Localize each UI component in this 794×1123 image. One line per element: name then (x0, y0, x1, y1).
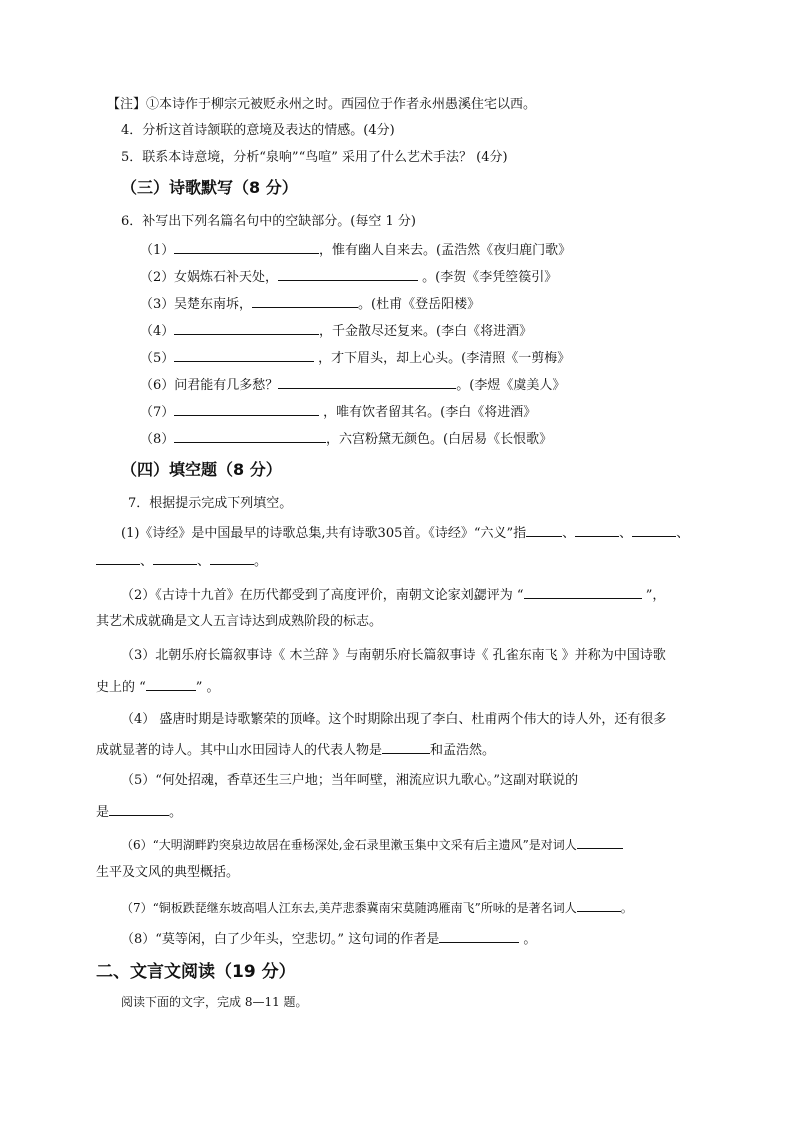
poem-item-2 (140, 267, 557, 287)
note-text: 【注】①本诗作于柳宗元被贬永州之时。西园位于作者永州愚溪住宅以西。 (107, 97, 537, 112)
item-text: ，千金散尽还复来。(李白《将进酒》 (319, 324, 533, 339)
answer-blank[interactable] (278, 267, 418, 281)
fill-1-line-b (96, 551, 267, 571)
answer-blank[interactable] (174, 429, 326, 443)
fill-text: （8）“莫等闲，白了少年头，空悲切。” 这句词的作者是 (121, 932, 440, 947)
fill-text: （6）“大明湖畔趵突泉边故居在垂杨深处,金石录里漱玉集中文采有后主遗风”是对词人 (121, 838, 577, 852)
fill-text: 和孟浩然。 (430, 743, 496, 758)
item-text: 。(李煜《虞美人》 (456, 378, 566, 393)
fill-text: （2）《古诗十九首》在历代都受到了高度评价，南朝文论家刘勰评为 “ (121, 588, 524, 603)
item-text: 。(李贺《李凭箜篌引》 (418, 270, 558, 285)
fill-5-line-b (96, 802, 182, 822)
part-2-instruction: 阅读下面的文字，完成 8—11 题。 (121, 995, 308, 1009)
question-7: 7．根据提示完成下列填空。 (128, 496, 293, 511)
answer-blank[interactable] (210, 551, 254, 565)
item-number: （3） (140, 297, 175, 312)
poem-item-8 (140, 429, 552, 449)
fill-5-line-a: （5）“何处招魂，香草还生三户地；当年呵壁，湘流应识九歌心。”这副对联说的 (121, 773, 579, 788)
item-prefix: 女娲炼石补天处， (174, 270, 279, 285)
separator: 、 (140, 554, 154, 569)
answer-blank[interactable] (174, 321, 319, 335)
question-6: 6．补写出下列名篇名句中的空缺部分。(每空 1 分) (121, 214, 416, 229)
item-number: （2） (140, 270, 175, 285)
separator: 、 (562, 526, 576, 541)
fill-3-line-b (96, 677, 220, 697)
question-5: 5．联系本诗意境，分析“泉响”“鸟喧” 采用了什么艺术手法？ (4分) (121, 150, 508, 165)
item-number: （7） (140, 405, 175, 420)
item-text: 。(杜甫《登岳阳楼》 (358, 297, 481, 312)
answer-blank[interactable] (174, 402, 319, 416)
poem-item-3 (140, 294, 480, 314)
poem-item-1 (140, 240, 571, 260)
fill-3-line-a: （3）北朝乐府长篇叙事诗《 木兰辞 》与南朝乐府长篇叙事诗《 孔雀东南飞 》并称为中国诗歌 (121, 648, 666, 663)
fill-6-line-a (121, 835, 623, 854)
answer-blank[interactable] (96, 551, 140, 565)
fill-text: 成就显著的诗人。其中山水田园诗人的代表人物是 (96, 743, 383, 758)
item-number: （5） (140, 351, 175, 366)
fill-text: 。 (519, 932, 537, 947)
fill-text: （7）“铜板跌琵继东坡高唱人江东去,美芹悲黍冀南宋莫随鸿雁南飞”所咏的是著名词人 (121, 901, 577, 915)
fill-6-line-b: 生平及文风的典型概括。 (96, 865, 240, 880)
answer-blank[interactable] (109, 802, 169, 816)
item-text: ，六宫粉黛无颜色。(白居易《长恨歌》 (326, 432, 553, 447)
fill-text: 是 (96, 805, 110, 820)
fill-4-line-a: （4） 盛唐时期是诗歌繁荣的顶峰。这个时期除出现了李白、杜甫两个伟大的诗人外，还有很多 (121, 712, 667, 727)
poem-item-6 (140, 375, 565, 395)
fill-2-line-a (121, 585, 665, 605)
fill-text: 。 (169, 805, 183, 820)
item-text: ，惟有幽人自来去。(孟浩然《夜归鹿门歌》 (319, 243, 572, 258)
item-number: （4） (140, 324, 175, 339)
fill-8 (121, 929, 536, 949)
fill-text: (1)《诗经》是中国最早的诗歌总集,共有诗歌305首。《诗经》“六义”指 (121, 526, 527, 541)
separator: 、 (676, 526, 690, 541)
section-3-heading: （三）诗歌默写（8 分） (121, 178, 298, 197)
fill-text: ” 。 (195, 680, 220, 695)
fill-4-line-b (96, 740, 495, 760)
answer-blank[interactable] (439, 929, 519, 943)
separator: 、 (619, 526, 633, 541)
part-2-heading: 二、文言文阅读（19 分） (96, 962, 296, 982)
answer-blank[interactable] (153, 551, 197, 565)
separator: 、 (197, 554, 211, 569)
fill-text: 。 (620, 901, 633, 915)
fill-1-line-a (121, 523, 689, 543)
answer-blank[interactable] (524, 585, 642, 599)
poem-item-4 (140, 321, 532, 341)
fill-text: 史上的 “ (96, 680, 146, 695)
item-prefix: （6）问君能有几多愁？ (140, 378, 279, 393)
section-4-heading: （四）填空题（8 分） (121, 460, 282, 479)
period: 。 (254, 554, 268, 569)
answer-blank[interactable] (252, 294, 358, 308)
item-text: ，才下眉头，却上心头。(李清照《一剪梅》 (314, 351, 571, 366)
answer-blank[interactable] (575, 523, 619, 537)
fill-7 (121, 898, 633, 917)
item-number: （8） (140, 432, 175, 447)
poem-item-5 (140, 348, 570, 368)
answer-blank[interactable] (382, 740, 430, 754)
poem-item-7 (140, 402, 536, 422)
item-prefix: 吴楚东南坼， (174, 297, 253, 312)
answer-blank[interactable] (577, 835, 623, 849)
answer-blank[interactable] (174, 240, 319, 254)
answer-blank[interactable] (278, 375, 456, 389)
answer-blank[interactable] (526, 523, 562, 537)
answer-blank[interactable] (577, 898, 621, 912)
answer-blank[interactable] (632, 523, 676, 537)
item-number: （1） (140, 243, 175, 258)
question-4: 4．分析这首诗颔联的意境及表达的情感。(4分) (121, 123, 395, 138)
fill-2-line-b: 其艺术成就确是文人五言诗达到成熟阶段的标志。 (96, 614, 383, 629)
item-text: ，唯有饮者留其名。(李白《将进酒》 (319, 405, 537, 420)
answer-blank[interactable] (174, 348, 314, 362)
note-line (107, 96, 536, 114)
fill-text: ”， (641, 588, 666, 603)
answer-blank[interactable] (146, 677, 196, 691)
